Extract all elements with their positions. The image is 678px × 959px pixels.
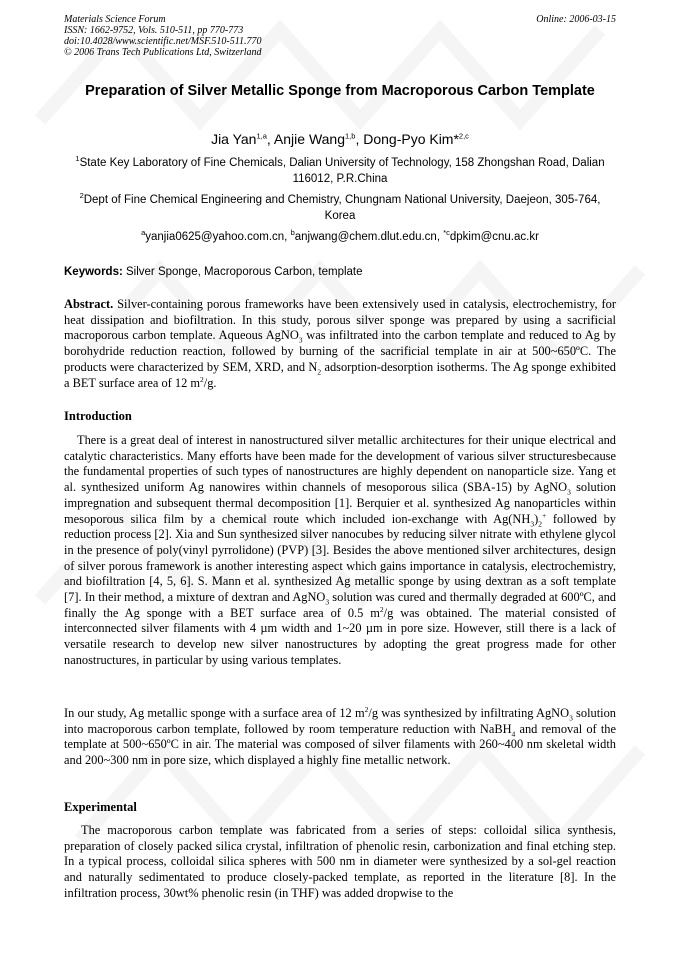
subscript: 3 [569,713,573,723]
email-2-marker: b [290,228,295,238]
affiliation-1-marker: 1 [75,154,80,164]
paragraph-text: followed by reduction process [2]. Xia and Sun synthesized silver nanocubes by reducing silver nitrate with ethylene glycol in the presence of poly(vinyl pyrrolidone) (PVP) [3]. Besides the above mentioned silver architectures, design of silver porous framework is another interesting aspect which gains importance in catalysis, electrochemistry, and biofiltration [4, 5, 6]. S. Mann et al. synthesized Ag metallic sponge by using dextran as a soft template [7]. In their method, a mixture of dextran and AgNO [64,511,616,605]
paragraph-text: There is a great deal of interest in nanostructured silver metallic architectures for their unique electrical and catalytic characteristics. Many efforts have been made for the development of various silver structuresbecause the fundamental properties of such types of nanostructures are highly dependent on nanoparticle size. Yang et al. synthesized uniform Ag nanowires within channels of mesoporous silica (SBA-15) by AgNO [64,433,616,495]
email-1-marker: a [141,228,146,238]
online-date: Online: 2006-03-15 [536,14,616,25]
email-3-marker: *c [443,228,450,238]
superscript: 2 [379,604,384,614]
paragraph-text: solution impregnation and subsequent thermal decomposition [1]. Berquier et al. synthesized Ag nanoparticles within mesoporous silica film by a chemical route which included ion-exchange with Ag(NH [64,480,617,526]
paragraph-text: In our study, Ag metallic sponge with a surface area of 12 m [64,706,365,720]
paragraph-text: /g was synthesized by infiltrating AgNO [368,706,570,720]
issn-line: ISSN: 1662-9752, Vols. 510-511, pp 770-773 [64,25,244,36]
paper-title: Preparation of Silver Metallic Sponge from Macroporous Carbon Template [85,83,595,99]
affiliation-1 [64,156,616,187]
author-1: Jia Yan [211,131,257,147]
superscript: 2 [364,704,369,714]
doi-line: doi:10.4028/www.scientific.net/MSF.510-511.770 [64,36,262,47]
affiliation-1-text: State Key Laboratory of Fine Chemicals, Dalian University of Technology, 158 Zhongshan Road, Dalian 116012, P.R.China [79,157,605,185]
copyright-line: © 2006 Trans Tech Publications Ltd, Switzerland [64,47,262,58]
keywords [64,265,616,280]
abstract-label: Abstract. [64,297,114,311]
paragraph-text: and removal of the template at 500~650ºC in air. The material was composed of silver filaments with 260~400 nm skeletal width and 200~300 nm in pore size, which displayed a highly fine metallic network. [64,721,616,768]
affiliation-2-text: Dept of Fine Chemical Engineering and Chemistry, Chungnam National University, Daejeon, 305-764, Korea [83,194,601,222]
author-3-superscript: 2,c [458,131,469,141]
paragraph-text: /g was obtained. The material consisted of interconnected silver filaments with 4 µm width and 1~20 µm in pore size. However, still there is a lack of versatile research to develop new silver nanostructures by adopting the great progress made for other nanostructures, in particular by using various templates. [64,605,616,667]
author-separator: , [266,131,274,147]
experimental-heading: Experimental [64,800,137,814]
abstract [64,297,616,391]
journal-header [64,14,616,58]
paragraph-text: solution into macroporous carbon template, followed by room temperature reduction with NaBH [64,706,616,736]
affiliation-2-marker: 2 [79,191,84,201]
introduction-paragraph-1 [64,433,616,669]
abstract-text: was infiltrated into the carbon template and reduced to Ag by borohydride reduction reaction, followed by burning of the sacrificial template in air at 500~650ºC. The products were characterized by SEM, XRD, and N [64,328,616,374]
subscript: 2 [317,367,322,377]
author-2-superscript: 1,b [345,131,356,141]
keywords-label: Keywords: [64,266,123,278]
author-2: Anjie Wang [273,131,345,147]
affiliation-2 [64,193,616,224]
abstract-text: Silver-containing porous frameworks have been extensively used in catalysis, electrochemistry, for heat dissipation and biofiltration. In this study, porous silver sponge was prepared by using a sacrificial macroporous carbon template. Aqueous AgNO [64,297,616,343]
introduction-heading: Introduction [64,409,132,423]
superscript: + [541,510,547,520]
paragraph-text: solution was cured and thermally degraded at 600ºC, and finally the Ag sponge with a BET surface area of 0.5 m [64,590,616,620]
introduction-paragraph-2 [64,706,616,769]
subscript: 4 [511,729,516,739]
author-1-superscript: 1,a [256,131,267,141]
subscript: 3 [567,487,571,497]
subscript: 3 [530,518,535,528]
author-separator: , [355,131,364,147]
author-emails [64,230,616,245]
email-2: anjwang@chem.dlut.edu.cn, [294,231,444,243]
subscript: 3 [325,597,330,607]
paragraph-text: ) [534,511,539,526]
experimental-paragraph-1: The macroporous carbon template was fabricated from a series of steps: colloidal silica synthesis, preparation of closely packed silica crystal, infiltration of phenolic resin, carbonization and final etching step. In a typical process, colloidal silica spheres with 500 nm in diameter were synthesized by a sol-gel reaction and naturally sedimentated to produce closely-packed template, as reported in the literature [8]. In the infiltration process, 30wt% phenolic resin (in THF) was added dropwise to the [64,823,616,900]
author-3: Dong-Pyo Kim* [363,131,459,147]
author-list [64,130,616,148]
subscript: 3 [298,335,303,345]
journal-name: Materials Science Forum [64,14,166,25]
abstract-text: adsorption-desorption isotherms. The Ag sponge exhibited a BET surface area of 12 m [64,359,617,390]
subscript: 2 [538,518,542,528]
email-1: yanjia0625@yahoo.com.cn, [145,231,291,243]
email-3: dpkim@cnu.ac.kr [449,231,539,243]
abstract-text: /g. [203,375,217,390]
keywords-text: Silver Sponge, Macroporous Carbon, template [122,266,363,278]
superscript: 2 [200,374,204,384]
